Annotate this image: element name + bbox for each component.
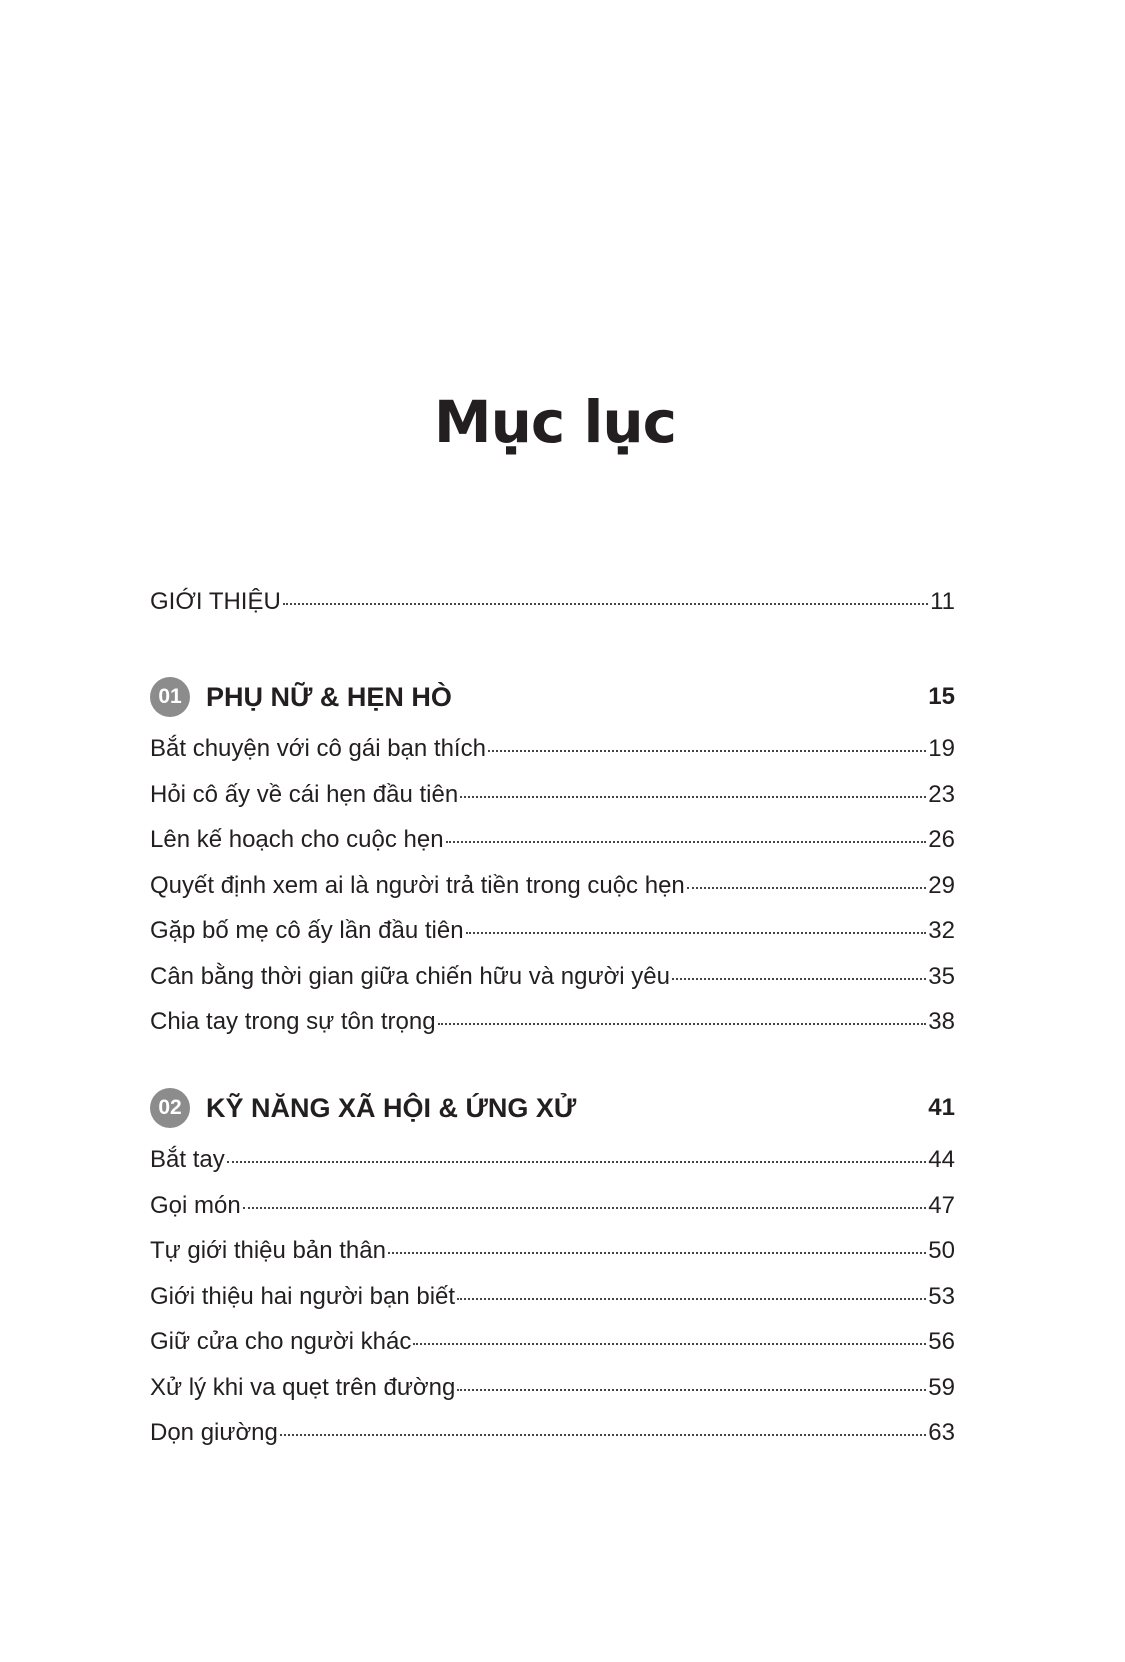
toc-entry (150, 1374, 955, 1420)
chapter-heading (150, 1084, 955, 1132)
dot-leader (446, 841, 927, 843)
chapter-title: PHỤ NỮ & HẸN HÒ (206, 681, 452, 712)
toc-entry (150, 781, 955, 827)
entry-label: Chia tay trong sự tôn trọng (150, 1008, 436, 1035)
chapter-page: 15 (928, 683, 955, 710)
entry-page: 32 (928, 917, 955, 944)
dot-leader (438, 1023, 927, 1025)
entry-page: 56 (928, 1328, 955, 1355)
entry-label: Bắt tay (150, 1146, 225, 1173)
dot-leader (672, 978, 926, 980)
toc-entry (150, 1328, 955, 1374)
entry-label: Giới thiệu hai người bạn biết (150, 1282, 456, 1310)
entry-page: 53 (928, 1282, 955, 1310)
toc-entry (150, 1283, 955, 1329)
entry-label: Giữ cửa cho người khác (150, 1328, 412, 1355)
entry-page: 35 (928, 962, 955, 990)
entry-label: Gặp bố mẹ cô ấy lần đầu tiên (150, 917, 464, 944)
entry-page: 29 (928, 871, 955, 899)
dot-leader (687, 887, 927, 889)
entry-label: Quyết định xem ai là người trả tiền trong cuộc hẹn (150, 871, 685, 899)
entry-label: Cân bằng thời gian giữa chiến hữu và người yêu (150, 962, 670, 990)
toc-intro (150, 588, 955, 634)
entry-page: 44 (928, 1146, 955, 1173)
toc-entry (150, 917, 955, 963)
toc-entry (150, 826, 955, 872)
entry-page: 23 (928, 780, 955, 808)
entry-page: 59 (928, 1373, 955, 1401)
entry-label: Lên kế hoạch cho cuộc hẹn (150, 826, 444, 853)
entry-page: 63 (928, 1419, 955, 1446)
entry-page: 47 (928, 1191, 955, 1219)
toc-entry (150, 963, 955, 1009)
chapter-page: 41 (928, 1094, 955, 1121)
entry-label: GIỚI THIỆU (150, 588, 281, 615)
dot-leader (280, 1434, 926, 1436)
page-title: Mục lục (433, 388, 677, 456)
dot-leader (457, 1298, 926, 1300)
entry-label: Tự giới thiệu bản thân (150, 1237, 386, 1264)
chapter-title: KỸ NĂNG XÃ HỘI & ỨNG XỬ (206, 1092, 577, 1123)
chapter-1 (150, 673, 955, 1054)
dot-leader (388, 1252, 926, 1254)
entry-page: 26 (928, 826, 955, 853)
toc-entry (150, 1237, 955, 1283)
dot-leader (227, 1161, 927, 1163)
entry-label: Xử lý khi va quẹt trên đường (150, 1373, 456, 1401)
chapter-number-badge: 02 (150, 1088, 190, 1128)
toc-entry (150, 872, 955, 918)
dot-leader (243, 1207, 927, 1209)
chapter-heading (150, 673, 955, 721)
entry-page: 19 (928, 735, 955, 762)
dot-leader (413, 1343, 926, 1345)
entry-label: Dọn giường (150, 1419, 278, 1446)
toc-entry (150, 1146, 955, 1192)
dot-leader (466, 932, 927, 934)
entry-label: Gọi món (150, 1191, 241, 1219)
toc-entry (150, 1008, 955, 1054)
chapter-2 (150, 1084, 955, 1465)
entry-label: Bắt chuyện với cô gái bạn thích (150, 735, 486, 762)
entry-page: 38 (928, 1008, 955, 1035)
entry-page: 11 (930, 588, 955, 615)
toc-entry (150, 588, 955, 634)
dot-leader (488, 750, 926, 752)
toc-entry (150, 1419, 955, 1465)
entry-page: 50 (928, 1237, 955, 1264)
dot-leader (457, 1389, 926, 1391)
dot-leader (283, 603, 928, 605)
toc-entry (150, 1192, 955, 1238)
dot-leader (460, 796, 926, 798)
entry-label: Hỏi cô ấy về cái hẹn đầu tiên (150, 780, 459, 808)
chapter-number-badge: 01 (150, 677, 190, 717)
toc-entry (150, 735, 955, 781)
